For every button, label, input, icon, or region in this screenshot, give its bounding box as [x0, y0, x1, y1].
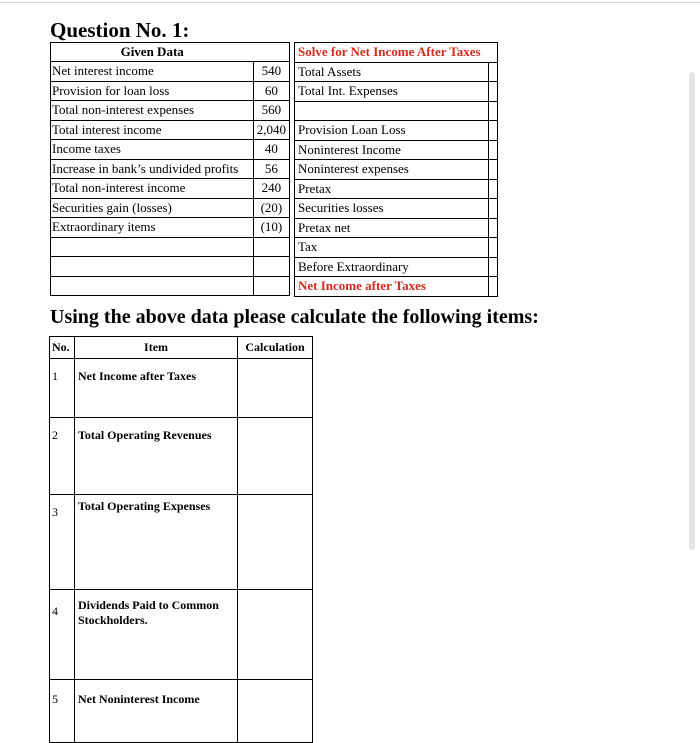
vertical-scrollbar[interactable] [689, 72, 695, 550]
table-row [51, 257, 290, 277]
calculation-table [49, 336, 313, 743]
table-row [50, 359, 313, 418]
row-number: 3 [50, 495, 75, 590]
solve-cell [489, 238, 498, 258]
given-value: (20) [253, 198, 289, 218]
given-label: Income taxes [51, 140, 254, 160]
solve-header: Solve for Net Income After Taxes [295, 43, 498, 63]
given-value: 540 [253, 62, 289, 82]
table-row [295, 257, 498, 277]
solve-cell [489, 179, 498, 199]
solve-item: Noninterest Income [295, 140, 489, 160]
solve-cell [489, 218, 498, 238]
given-value: 40 [253, 140, 289, 160]
given-value: 560 [253, 101, 289, 121]
solve-item: Noninterest expenses [295, 160, 489, 180]
table-row [51, 101, 290, 121]
given-label [51, 257, 254, 277]
table-row [50, 590, 313, 680]
table-row [51, 198, 290, 218]
table-row [295, 218, 498, 238]
table-row [50, 418, 313, 495]
table-row [51, 120, 290, 140]
solve-cell [489, 160, 498, 180]
table-row [50, 680, 313, 743]
solve-cell [489, 121, 498, 141]
given-label [51, 276, 254, 296]
solve-item: Pretax [295, 179, 489, 199]
row-item: Total Operating Revenues [74, 418, 237, 495]
table-row [295, 82, 498, 102]
solve-item: Tax [295, 238, 489, 258]
solve-item: Before Extraordinary [295, 257, 489, 277]
table-row [295, 43, 498, 63]
given-value: 240 [253, 179, 289, 199]
given-value-header [253, 43, 289, 62]
solve-item: Total Int. Expenses [295, 82, 489, 102]
given-label: Provision for loan loss [51, 81, 254, 101]
given-value: 56 [253, 159, 289, 179]
table-row [295, 160, 498, 180]
table-row [295, 179, 498, 199]
given-value: 60 [253, 81, 289, 101]
table-row [295, 277, 498, 297]
solve-item: Pretax net [295, 218, 489, 238]
solve-item-result: Net Income after Taxes [295, 277, 489, 297]
table-row [295, 199, 498, 219]
given-label: Total non-interest expenses [51, 101, 254, 121]
column-header-calculation: Calculation [238, 337, 313, 359]
table-header-row [50, 337, 313, 359]
solve-item: Provision Loan Loss [295, 121, 489, 141]
row-item: Net Income after Taxes [74, 359, 237, 418]
solve-cell [489, 277, 498, 297]
row-item: Net Noninterest Income [74, 680, 237, 743]
table-row [51, 140, 290, 160]
table-row [51, 159, 290, 179]
given-label: Extraordinary items [51, 218, 254, 238]
given-label: Total interest income [51, 120, 254, 140]
row-number: 2 [50, 418, 75, 495]
table-row [295, 62, 498, 82]
table-row [295, 121, 498, 141]
given-label: Securities gain (losses) [51, 198, 254, 218]
row-item: Total Operating Expenses [74, 495, 237, 590]
solve-cell [489, 62, 498, 82]
column-header-no: No. [50, 337, 75, 359]
solve-table [294, 42, 498, 297]
given-value: (10) [253, 218, 289, 238]
table-row [295, 238, 498, 258]
calculation-cell[interactable] [238, 359, 313, 418]
column-header-item: Item [74, 337, 237, 359]
calculation-cell[interactable] [238, 680, 313, 743]
table-row [51, 81, 290, 101]
solve-item: Securities losses [295, 199, 489, 219]
table-row [51, 179, 290, 199]
table-row [51, 237, 290, 257]
given-data-header: Given Data [51, 43, 254, 62]
given-label [51, 237, 254, 257]
table-row [51, 276, 290, 296]
solve-cell [489, 199, 498, 219]
given-value: 2,040 [253, 120, 289, 140]
calculation-cell[interactable] [238, 495, 313, 590]
table-row [295, 140, 498, 160]
given-label: Increase in bank’s undivided profits [51, 159, 254, 179]
given-label: Total non-interest income [51, 179, 254, 199]
solve-cell [489, 140, 498, 160]
instruction-heading: Using the above data please calculate the following items: [50, 306, 539, 328]
given-data-table [50, 42, 290, 296]
solve-cell [489, 257, 498, 277]
given-value [253, 276, 289, 296]
solve-item: Total Assets [295, 62, 489, 82]
top-divider [0, 2, 700, 3]
row-item: Dividends Paid to Common Stockholders. [74, 590, 237, 680]
table-row [295, 101, 498, 121]
row-number: 5 [50, 680, 75, 743]
given-value [253, 257, 289, 277]
given-value [253, 237, 289, 257]
solve-item [295, 101, 489, 121]
solve-cell [489, 101, 498, 121]
calculation-cell[interactable] [238, 590, 313, 680]
question-title: Question No. 1: [50, 18, 190, 42]
row-number: 1 [50, 359, 75, 418]
calculation-cell[interactable] [238, 418, 313, 495]
given-label: Net interest income [51, 62, 254, 82]
solve-cell [489, 82, 498, 102]
table-row [51, 218, 290, 238]
row-number: 4 [50, 590, 75, 680]
table-row [50, 495, 313, 590]
table-row [51, 62, 290, 82]
